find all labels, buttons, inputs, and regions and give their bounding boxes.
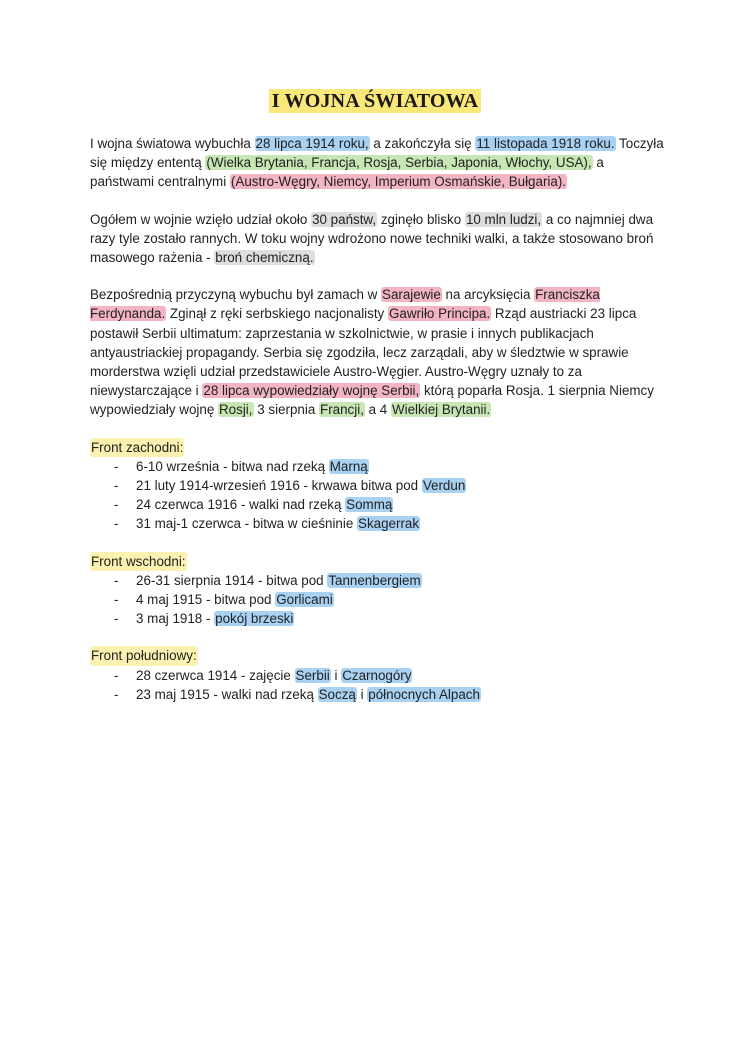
- text: a państwami centralnymi: [90, 155, 604, 190]
- front-west-title: Front zachodni:: [90, 438, 184, 457]
- list-item: [90, 514, 670, 533]
- text: a co najmniej dwa razy tyle zostało rannych. W toku wojny wdrożono nowe techniki walki, a także stosowano broń masowego rażenia -: [90, 211, 654, 266]
- page-title: I WOJNA ŚWIATOWA: [269, 89, 482, 113]
- highlight-princip: Gawriło Principa.: [388, 306, 491, 322]
- front-west-section: [90, 438, 670, 534]
- item-highlight: Tannenbergiem: [328, 572, 421, 588]
- highlight-chemical-weapons: broń chemiczną.: [215, 250, 314, 266]
- highlight-britain: Wielkiej Brytanii.: [391, 402, 491, 418]
- paragraph-scale: [90, 210, 670, 268]
- front-east-list: [90, 571, 670, 629]
- text: Zginął z ręki serbskiego nacjonalisty: [166, 306, 388, 322]
- item-highlight: Czarnogóry: [342, 667, 412, 683]
- item-text: i: [356, 686, 368, 702]
- list-item: [90, 571, 670, 590]
- item-text: 28 czerwca 1914 - zajęcie: [136, 667, 295, 683]
- dash: -: [114, 611, 119, 627]
- front-west-list: [90, 457, 670, 534]
- item-highlight: Sommą: [346, 497, 393, 513]
- highlight-entente: (Wielka Brytania, Francja, Rosja, Serbia, Japonia, Włochy, USA),: [206, 155, 592, 171]
- dash: -: [114, 478, 119, 494]
- highlight-casualties: 10 mln ludzi,: [465, 211, 542, 227]
- text: na arcyksięcia: [441, 287, 535, 303]
- item-highlight: pokój brzeski: [215, 611, 294, 627]
- list-item: [90, 609, 670, 628]
- highlight-end-date: 11 listopada 1918 roku.: [476, 136, 615, 151]
- item-highlight: północnych Alpach: [368, 686, 480, 702]
- dash: -: [114, 516, 119, 532]
- front-south-section: [90, 646, 670, 704]
- item-highlight: Skagerrak: [358, 516, 420, 532]
- highlight-france: Francji,: [320, 402, 364, 418]
- item-text: 24 czerwca 1916 - walki nad rzeką: [136, 497, 346, 513]
- highlight-russia: Rosji,: [219, 402, 253, 418]
- text: I wojna światowa wybuchła: [90, 136, 255, 151]
- item-text: 3 maj 1918 -: [136, 611, 215, 627]
- text: zginęło blisko: [377, 211, 465, 227]
- text: Ogółem w wojnie wzięło udział około: [90, 211, 312, 227]
- list-item: [90, 685, 670, 704]
- item-highlight: Gorlicami: [276, 592, 333, 608]
- item-text: 21 luty 1914-wrzesień 1916 - krwawa bitwa pod: [136, 478, 422, 494]
- item-highlight: Serbii: [295, 667, 330, 683]
- paragraph-dates: [90, 134, 670, 192]
- dash: -: [114, 592, 119, 608]
- text: którą poparła Rosja. 1 sierpnia Niemcy wypowiedziały wojnę: [90, 383, 654, 418]
- item-text: 23 maj 1915 - walki nad rzeką: [136, 686, 318, 702]
- list-item: [90, 476, 670, 495]
- highlight-sarajevo: Sarajewie: [382, 287, 441, 303]
- list-item: [90, 495, 670, 514]
- dash: -: [114, 572, 119, 588]
- dash: -: [114, 667, 119, 683]
- text: Rząd austriacki 23 lipca postawił Serbii ultimatum: zaprzestania w szkolnictwie, w prasie i innych publikacjach antyaustriackiej propagandy. Serbia się zgodziła, lecz zarządali, aby w śledztwie w sprawie morderstwa wzięli udział przedstawiciele Austro-Węgier. Austro-Węgry uznały to za niewystarczające i: [90, 306, 637, 399]
- text: 3 sierpnia: [253, 402, 320, 418]
- item-text: 31 maj-1 czerwca - bitwa w cieśninie: [136, 516, 358, 532]
- text: a zakończyła się: [369, 136, 476, 151]
- item-highlight: Marną: [329, 458, 368, 474]
- item-text: 26-31 sierpnia 1914 - bitwa pod: [136, 572, 328, 588]
- highlight-ferdinand: Franciszka Ferdynanda.: [90, 287, 600, 322]
- list-item: [90, 666, 670, 685]
- title-wrap: [0, 90, 750, 113]
- highlight-central-powers: (Austro-Węgry, Niemcy, Imperium Osmańskie, Bułgaria).: [230, 174, 567, 190]
- text: Toczyła się między ententą: [90, 136, 664, 171]
- front-east-title: Front wschodni:: [90, 552, 187, 571]
- highlight-start-date: 28 lipca 1914 roku,: [255, 136, 369, 151]
- dash: -: [114, 497, 119, 513]
- text: a 4: [364, 402, 391, 418]
- item-highlight: Verdun: [422, 478, 466, 494]
- item-text: 6-10 września - bitwa nad rzeką: [136, 458, 329, 474]
- highlight-declaration-serbia: 28 lipca wypowiedziały wojnę Serbii,: [203, 383, 420, 399]
- document-content: [90, 134, 670, 722]
- item-text: i: [330, 667, 342, 683]
- text: Bezpośrednią przyczyną wybuchu był zamach w: [90, 287, 382, 303]
- highlight-countries: 30 państw,: [312, 211, 377, 227]
- paragraph-cause: [90, 285, 670, 419]
- front-east-section: [90, 552, 670, 629]
- dash: -: [114, 686, 119, 702]
- item-highlight: Soczą: [318, 686, 356, 702]
- list-item: [90, 457, 670, 476]
- front-south-list: [90, 666, 670, 704]
- item-text: 4 maj 1915 - bitwa pod: [136, 592, 276, 608]
- list-item: [90, 590, 670, 609]
- dash: -: [114, 458, 119, 474]
- front-south-title: Front południowy:: [90, 646, 198, 665]
